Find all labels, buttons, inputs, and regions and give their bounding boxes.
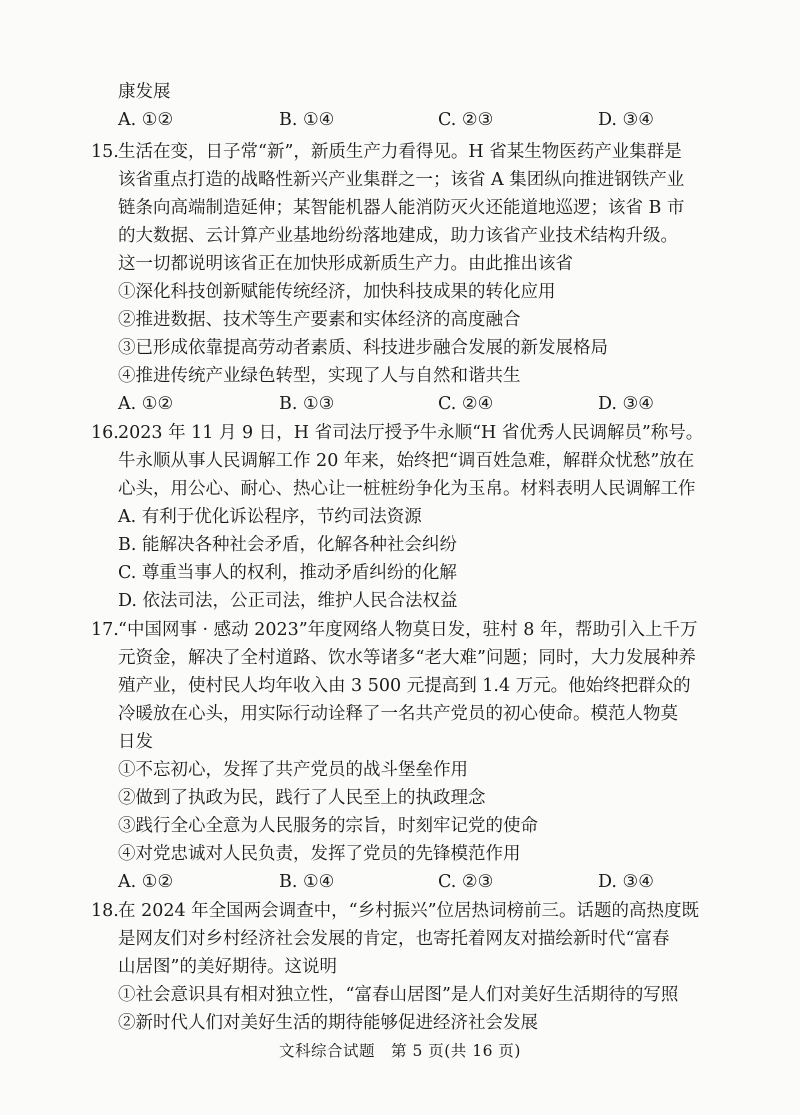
q15-option-b: B. ①③ xyxy=(279,394,335,414)
q18-statement-1: ①社会意识具有相对独立性，“富春山居图”是人们对美好生活期待的写照 xyxy=(118,985,679,1005)
q15-statement-3: ③已形成依靠提高劳动者素质、科技进步融合发展的新发展格局 xyxy=(118,338,608,358)
q18-statement-2: ②新时代人们对美好生活的期待能够促进经济社会发展 xyxy=(118,1013,538,1033)
q17-statement-4: ④对党忠诚对人民负责，发挥了党员的先锋模范作用 xyxy=(118,844,521,864)
q16-option-c: C. 尊重当事人的权利，推动矛盾纠纷的化解 xyxy=(118,563,457,583)
page-footer: 文科综合试题 第 5 页(共 16 页) xyxy=(279,1042,521,1060)
q15-option-c: C. ②④ xyxy=(438,394,494,414)
q17-stem-line-4: 冷暖放在心头，用实际行动诠释了一名共产党员的初心使命。模范人物莫 xyxy=(118,704,678,724)
q16-number: 16. xyxy=(91,423,119,443)
q17-statement-3: ③践行全心全意为人民服务的宗旨，时刻牢记党的使命 xyxy=(118,816,538,836)
q17-option-c: C. ②③ xyxy=(438,872,494,892)
q17-statement-1: ①不忘初心，发挥了共产党员的战斗堡垒作用 xyxy=(118,760,468,780)
q18-stem-line-3: 山居图”的美好期待。这说明 xyxy=(118,957,337,977)
q15-stem-line-5: 这一切都说明该省正在加快形成新质生产力。由此推出该省 xyxy=(118,254,573,274)
q16-stem-line-1: 2023 年 11 月 9 日，H 省司法厅授予牛永顺“H 省优秀人民调解员”称号。 xyxy=(118,423,704,443)
continued-option-d: D. ③④ xyxy=(598,110,654,130)
q17-statement-2: ②做到了执政为民，践行了人民至上的执政理念 xyxy=(118,788,486,808)
q15-statement-4: ④推进传统产业绿色转型，实现了人与自然和谐共生 xyxy=(118,366,521,386)
q15-statement-2: ②推进数据、技术等生产要素和实体经济的高度融合 xyxy=(118,310,521,330)
continued-stem-tail: 康发展 xyxy=(118,82,171,102)
q17-option-a: A. ①② xyxy=(118,872,174,892)
q17-stem-line-5: 日发 xyxy=(118,732,153,752)
continued-option-b: B. ①④ xyxy=(279,110,335,130)
q15-stem-line-3: 链条向高端制造延伸；某智能机器人能消防灭火还能道地巡逻；该省 B 市 xyxy=(118,198,685,218)
q16-stem-line-2: 牛永顺从事人民调解工作 20 年来，始终把“调百姓急难，解群众忧愁”放在 xyxy=(118,451,695,471)
q15-stem-line-1: 生活在变，日子常“新”，新质生产力看得见。H 省某生物医药产业集群是 xyxy=(118,142,682,162)
q16-option-d: D. 依法司法，公正司法，维护人民合法权益 xyxy=(118,591,458,611)
q18-number: 18. xyxy=(91,901,119,921)
q17-stem-line-3: 殖产业，使村民人均年收入由 3 500 元提高到 1.4 万元。他始终把群众的 xyxy=(118,676,691,696)
q18-stem-line-2: 是网友们对乡村经济社会发展的肯定，也寄托着网友对描绘新时代“富春 xyxy=(118,929,670,949)
q16-option-a: A. 有利于优化诉讼程序，节约司法资源 xyxy=(118,507,422,527)
q17-stem-line-2: 元资金，解决了全村道路、饮水等诸多“老大难”问题；同时，大力发展种养 xyxy=(118,648,696,668)
q15-statement-1: ①深化科技创新赋能传统经济，加快科技成果的转化应用 xyxy=(118,282,556,302)
q15-option-a: A. ①② xyxy=(118,394,174,414)
continued-option-a: A. ①② xyxy=(118,110,174,130)
q15-number: 15. xyxy=(91,142,119,162)
q17-option-b: B. ①④ xyxy=(279,872,335,892)
q15-stem-line-4: 的大数据、云计算产业基地纷纷落地建成，助力该省产业技术结构升级。 xyxy=(118,226,678,246)
q17-number: 17. xyxy=(91,620,119,640)
q17-stem-line-1: “中国网事 · 感动 2023”年度网络人物莫日发，驻村 8 年，帮助引入上千万 xyxy=(118,620,698,640)
q15-option-d: D. ③④ xyxy=(598,394,654,414)
continued-option-c: C. ②③ xyxy=(438,110,494,130)
q18-stem-line-1: 在 2024 年全国两会调查中，“乡村振兴”位居热词榜前三。话题的高热度既 xyxy=(118,901,700,921)
q15-stem-line-2: 该省重点打造的战略性新兴产业集群之一；该省 A 集团纵向推进钢铁产业 xyxy=(118,170,685,190)
q17-option-d: D. ③④ xyxy=(598,872,654,892)
q16-stem-line-3: 心头，用公心、耐心、热心让一桩桩纷争化为玉帛。材料表明人民调解工作 xyxy=(118,479,696,499)
q16-option-b: B. 能解决各种社会矛盾，化解各种社会纠纷 xyxy=(118,535,457,555)
